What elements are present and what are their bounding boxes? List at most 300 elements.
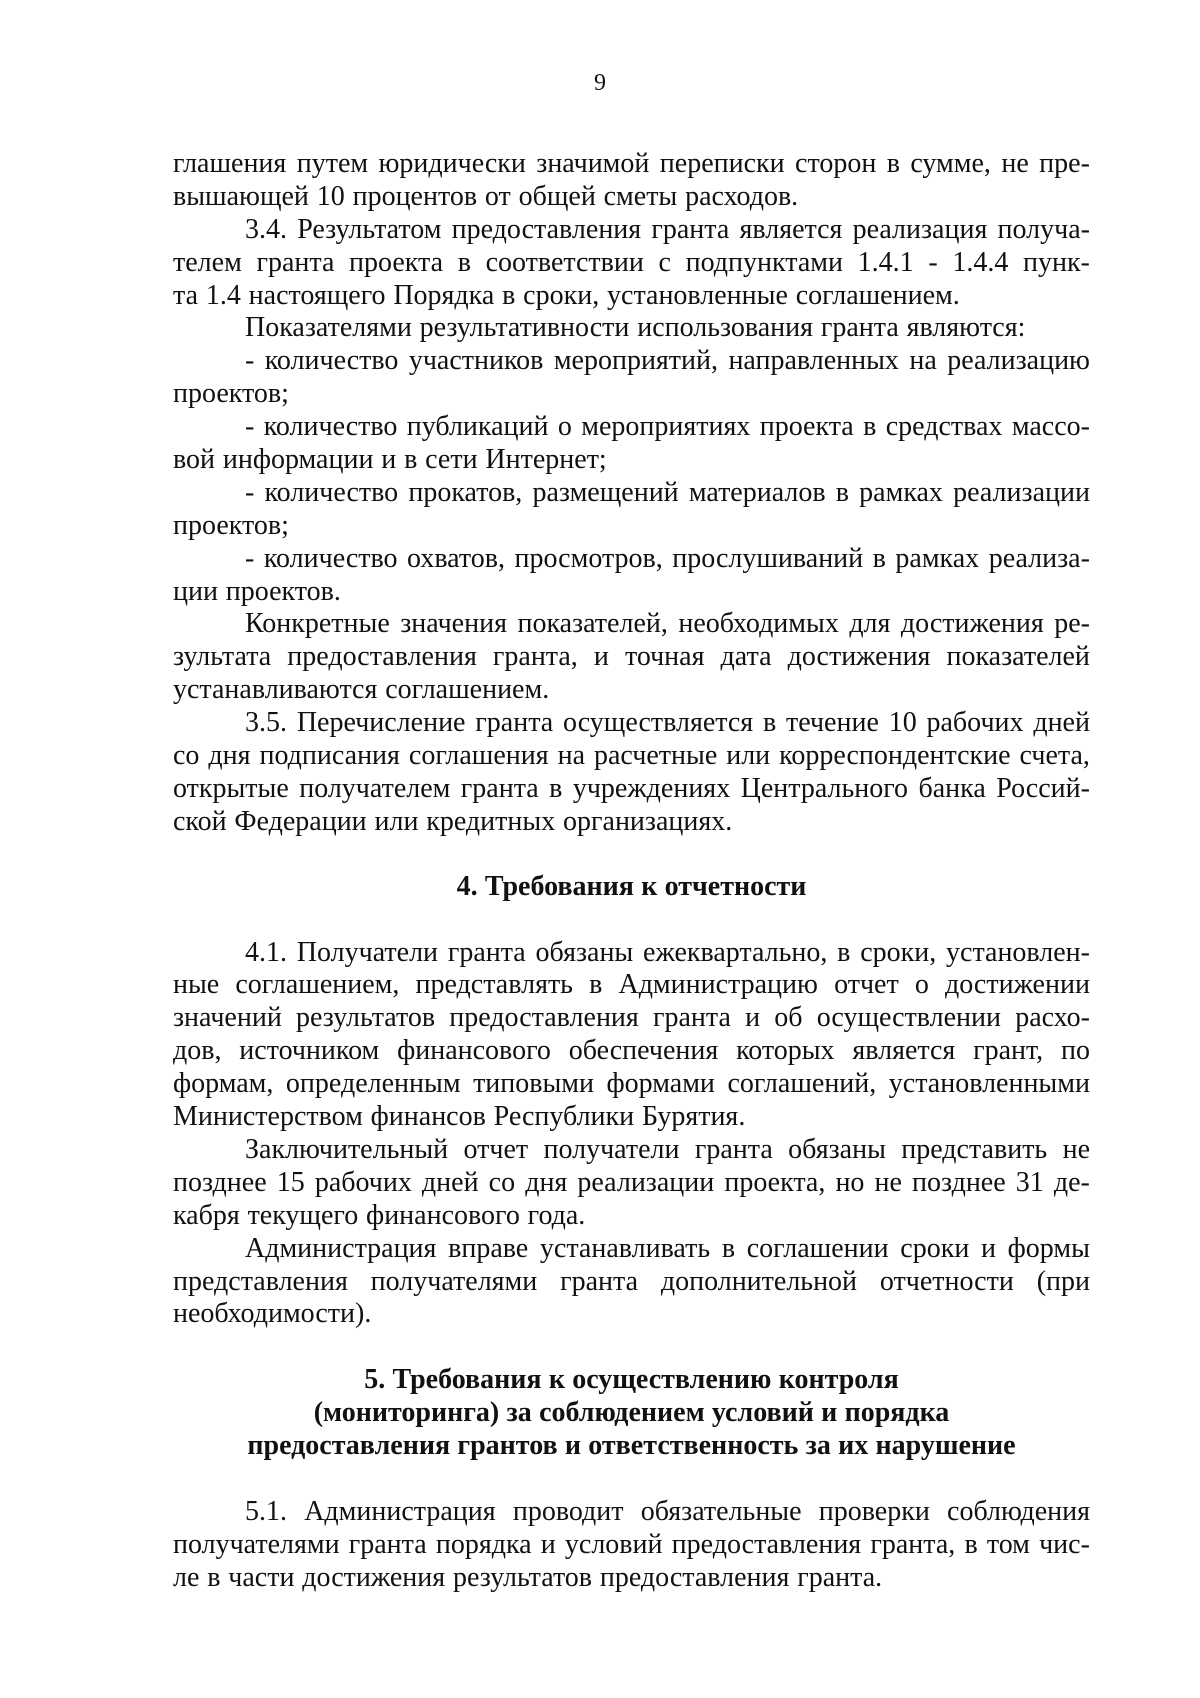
word: грант, [973, 1035, 1044, 1067]
word: года. [527, 1199, 586, 1231]
word: гранта, [492, 641, 578, 673]
word: ской [173, 805, 227, 837]
section-5-heading [173, 1364, 1090, 1463]
word: в [404, 444, 418, 476]
word: гранта [447, 936, 526, 968]
word: достижения [302, 1561, 446, 1593]
word: получатели [543, 1133, 680, 1165]
heading-line [173, 871, 1090, 904]
text-line [173, 1298, 1090, 1331]
word: является [739, 213, 843, 245]
text-line [173, 806, 1090, 839]
word: типовыми [473, 1068, 595, 1100]
text-line [173, 181, 1090, 214]
word: предоставления [449, 1002, 639, 1034]
word: прослушиваний [672, 542, 864, 574]
text-line [173, 740, 1090, 773]
word: представлять [415, 969, 573, 1001]
word: 4.1. [245, 936, 287, 968]
word: обязаны [788, 1133, 886, 1165]
word: гранта [256, 246, 335, 278]
word: юридически [378, 148, 526, 179]
word: установленные [607, 279, 788, 311]
word: реализации [953, 476, 1090, 508]
text-line [173, 937, 1090, 970]
paragraph [173, 312, 1090, 345]
text-line [173, 1002, 1090, 1035]
word: обеспечения [568, 1035, 719, 1067]
text-line [173, 641, 1090, 674]
word: на [909, 345, 937, 377]
text-line [173, 1167, 1090, 1200]
word: информации [222, 444, 374, 476]
word: 1.4 [205, 279, 241, 311]
word: и [593, 641, 609, 673]
word: расходов. [685, 180, 799, 212]
text-line [173, 1101, 1090, 1134]
word: в [589, 969, 603, 1001]
word: количество [264, 476, 399, 508]
word: счета, [1019, 740, 1090, 772]
word: не [1001, 148, 1029, 179]
document-body [173, 148, 1090, 1595]
word: проектов. [225, 575, 341, 607]
word: корреспондентские [779, 740, 1011, 772]
word: вой [173, 444, 216, 476]
text-line [173, 280, 1090, 313]
word: гранта [460, 772, 539, 804]
word: рамках [859, 476, 943, 508]
word: сметы [603, 180, 678, 212]
word: значимой [536, 148, 650, 179]
word: зультата [173, 641, 272, 673]
spacer [173, 839, 1090, 871]
word: гранта [475, 707, 554, 739]
word: устанавливаются [173, 674, 378, 706]
word: условий [564, 1528, 663, 1560]
word: дополнительной [660, 1265, 858, 1297]
word: в [886, 148, 900, 179]
text-line [173, 214, 1090, 247]
word: охватов, [407, 542, 505, 574]
word: сумме, [910, 148, 991, 179]
word: процентов [352, 180, 478, 212]
word: Показателями [245, 312, 412, 344]
word: предоставления [451, 213, 642, 245]
word: значений [173, 1002, 282, 1034]
word: количество [264, 345, 399, 377]
word: о [557, 411, 572, 443]
word: гранта [652, 1002, 731, 1034]
spacer [173, 904, 1090, 937]
word: соглашением. [795, 279, 960, 311]
word: но [835, 1166, 865, 1198]
word: проверки [818, 1495, 930, 1527]
word: вышающей [173, 180, 309, 212]
word: дней [1033, 707, 1090, 739]
heading-line [173, 1430, 1090, 1463]
word: в [837, 936, 851, 968]
paragraph [173, 1134, 1090, 1233]
text-line [173, 477, 1090, 510]
word: гранта [694, 1133, 773, 1165]
text-line [173, 1562, 1090, 1595]
word: учреждениях [572, 772, 731, 804]
word: подписания [259, 740, 400, 772]
word: - [928, 246, 938, 278]
word: Администрация [245, 1232, 437, 1264]
word: финансов [370, 1101, 486, 1133]
word: об [774, 1002, 803, 1034]
word: (при [1036, 1265, 1090, 1297]
word: расхо- [1015, 1002, 1090, 1034]
text-line [173, 312, 1090, 345]
word: средствах [885, 411, 1003, 443]
word: результатов [296, 1002, 436, 1034]
word: вправе [448, 1232, 529, 1264]
word: размещений [532, 476, 679, 508]
word: достижения [787, 641, 931, 673]
word: глашения [173, 148, 287, 179]
word: Интернет; [485, 444, 607, 476]
word: проектов; [173, 509, 289, 541]
word: подпунктами [685, 246, 843, 278]
paragraph [173, 707, 1090, 839]
word: необходимости). [173, 1298, 372, 1330]
word: Бурятия. [641, 1101, 746, 1133]
word: 31 [1015, 1166, 1044, 1198]
word: материалов [688, 476, 826, 508]
word: ции [173, 575, 218, 607]
word: гранта, [870, 1528, 956, 1560]
word: реализацию [947, 345, 1090, 377]
word: позднее [173, 1166, 267, 1198]
text-line [173, 707, 1090, 740]
word: дня [208, 740, 251, 772]
word: проекта, [724, 1166, 826, 1198]
paragraph [173, 345, 1090, 411]
word: нарушение [875, 1430, 1016, 1462]
word: соглашением, [235, 969, 400, 1001]
word: 3.5. [245, 707, 287, 739]
word: де- [1053, 1166, 1090, 1198]
word: предоставления [287, 641, 477, 673]
word: сети [425, 444, 478, 476]
word: гранта [651, 213, 730, 245]
paragraph [173, 477, 1090, 543]
word: реализации [577, 1166, 715, 1198]
word: отчет [834, 969, 899, 1001]
paragraph [173, 411, 1090, 477]
word: сроки, [523, 279, 600, 311]
word: соглашений, [727, 1068, 877, 1100]
word: сроки [900, 1232, 970, 1264]
word: в [457, 246, 471, 278]
word: Министерством [173, 1101, 363, 1133]
word: их [838, 1430, 869, 1462]
text-line [173, 1134, 1090, 1167]
word: телем [173, 246, 242, 278]
word: гранта [560, 1265, 639, 1297]
word: осуществлению [572, 1364, 772, 1396]
word: Конкретные [245, 608, 390, 640]
word: обязательные [640, 1495, 802, 1527]
word: том [986, 1528, 1030, 1560]
word: дов, [173, 1035, 222, 1067]
spacer [173, 1463, 1090, 1496]
paragraph [173, 543, 1090, 609]
word: Требования [392, 1364, 542, 1396]
text-line [173, 510, 1090, 543]
word: позднее [912, 1166, 1006, 1198]
word: определенным [285, 1068, 461, 1100]
word: Центрального [740, 772, 909, 804]
text-line [173, 674, 1090, 707]
word: представить [901, 1133, 1048, 1165]
word: сторон [795, 148, 877, 179]
word: в [835, 476, 849, 508]
word: в [762, 707, 777, 739]
word: и [381, 444, 397, 476]
word: 10 [316, 180, 345, 212]
word: отчет [463, 1133, 529, 1165]
word: значения [400, 608, 507, 640]
paragraph [173, 1496, 1090, 1595]
word: осуществляется [563, 707, 754, 739]
word: отчетности [664, 870, 807, 902]
word: о [914, 969, 929, 1001]
word: переписки [659, 148, 785, 179]
word: 3.4. [245, 213, 287, 245]
word: чис- [1039, 1528, 1090, 1560]
word: (мониторинга) [313, 1397, 500, 1429]
text-line [173, 345, 1090, 378]
word: 15 [276, 1166, 305, 1198]
paragraph [173, 214, 1090, 313]
word: та [173, 279, 199, 311]
word: показателей, [517, 608, 668, 640]
word: сроки, [860, 936, 937, 968]
word: настоящего [248, 279, 386, 311]
word: реализация [852, 213, 988, 245]
text-line [173, 969, 1090, 1002]
word: 5.1. [245, 1495, 287, 1527]
paragraph [173, 937, 1090, 1134]
word: Россий- [996, 772, 1090, 804]
text-line [173, 1200, 1090, 1233]
word: гранта [348, 1528, 427, 1560]
word: устанавливать [539, 1232, 711, 1264]
word: со [173, 740, 200, 772]
word: за [506, 1397, 532, 1429]
section-4-heading [173, 871, 1090, 904]
word: ответственность [588, 1430, 799, 1462]
word: установленными [888, 1068, 1090, 1100]
word: Администрация [304, 1495, 496, 1527]
word: - [245, 411, 255, 443]
spacer [173, 1331, 1090, 1364]
word: банка [918, 772, 986, 804]
text-line [173, 148, 1090, 181]
word: гранта [820, 312, 899, 344]
word: формы [1007, 1232, 1090, 1264]
word: и [821, 1397, 838, 1429]
heading-line [173, 1364, 1090, 1397]
word: порядка [435, 1528, 532, 1560]
word: течение [786, 707, 879, 739]
word: 10 [888, 707, 917, 739]
word: ные [173, 969, 220, 1001]
text-line [173, 1266, 1090, 1299]
word: просмотров, [514, 542, 663, 574]
word: Республики [493, 1101, 635, 1133]
text-line [173, 1496, 1090, 1529]
word: путем [296, 148, 369, 179]
word: не [874, 1166, 902, 1198]
word: Федерации [234, 805, 367, 837]
word: общей [518, 180, 596, 212]
word: реализа- [988, 542, 1090, 574]
word: и [564, 1430, 582, 1462]
word: грантов [457, 1430, 558, 1462]
word: - [245, 345, 255, 377]
word: проекта [759, 411, 854, 443]
word: мероприятиях [581, 411, 751, 443]
word: и [980, 1232, 996, 1264]
word: предоставления [247, 1430, 451, 1462]
word: которых [736, 1035, 835, 1067]
page-number: 9 [594, 70, 606, 96]
word: осуществлении [816, 1002, 1001, 1034]
word: соответствии [485, 246, 644, 278]
word: получа- [997, 213, 1090, 245]
word: в [549, 772, 563, 804]
word: является [852, 1035, 956, 1067]
text-line [173, 543, 1090, 576]
word: проектов; [173, 378, 289, 410]
word: соглашении [746, 1232, 889, 1264]
word: публикаций [406, 411, 549, 443]
text-line [173, 247, 1090, 280]
word: порядка [844, 1397, 950, 1429]
word: Порядка [393, 279, 495, 311]
word: использования [637, 312, 814, 344]
word: предоставления [599, 1561, 790, 1593]
text-line [173, 444, 1090, 477]
text-line [173, 773, 1090, 806]
word: источником [239, 1035, 380, 1067]
text-line [173, 1068, 1090, 1101]
text-line [173, 378, 1090, 411]
word: соглашением. [385, 674, 550, 706]
word: и [540, 1528, 556, 1560]
paragraph [173, 1233, 1090, 1332]
word: в [502, 279, 516, 311]
word: 4. [456, 870, 478, 902]
paragraph [173, 608, 1090, 707]
word: или [726, 740, 771, 772]
word: или [374, 805, 419, 837]
word: в [207, 1561, 221, 1593]
word: Результатом [297, 213, 442, 245]
word: рабочих [314, 1166, 412, 1198]
word: результативности [419, 312, 630, 344]
word: участников [408, 345, 544, 377]
word: дня [525, 1166, 568, 1198]
word: необходимых [678, 608, 839, 640]
word: количество [263, 411, 398, 443]
word: организациях. [563, 805, 733, 837]
word: направленных [728, 345, 899, 377]
word: в [863, 411, 877, 443]
word: дней [421, 1166, 479, 1198]
word: с [658, 246, 671, 278]
word: показателей [946, 641, 1090, 673]
word: расчетные [593, 740, 718, 772]
word: получателем [299, 772, 451, 804]
word: соблюдения [947, 1495, 1090, 1527]
word: гранта. [797, 1561, 883, 1593]
word: в [872, 542, 886, 574]
word: ле [173, 1561, 200, 1593]
word: открытые [173, 772, 289, 804]
word: для [849, 608, 891, 640]
text-line [173, 608, 1090, 641]
word: в [964, 1528, 978, 1560]
word: предоставления [671, 1528, 862, 1560]
word: пре- [1039, 148, 1090, 179]
word: достижения [900, 608, 1044, 640]
word: соглашения [408, 740, 549, 772]
word: на [557, 740, 586, 772]
word: и [745, 1002, 761, 1034]
word: являются: [906, 312, 1026, 344]
word: условий [711, 1397, 814, 1429]
word: части [228, 1561, 295, 1593]
word: рамках [895, 542, 980, 574]
word: проекта [349, 246, 444, 278]
word: получателями [173, 1528, 340, 1560]
word: по [1060, 1035, 1090, 1067]
word: количество [263, 542, 398, 574]
word: ежеквартально, [643, 936, 828, 968]
word: - [245, 476, 255, 508]
word: финансового [366, 1199, 520, 1231]
word: Перечисление [296, 707, 466, 739]
word: со [488, 1166, 516, 1198]
word: 5. [364, 1364, 386, 1396]
word: от [484, 180, 511, 212]
word: к [641, 870, 658, 902]
word: массо- [1011, 411, 1090, 443]
word: формам, [173, 1068, 274, 1100]
heading-line [173, 1397, 1090, 1430]
text-line [173, 411, 1090, 444]
word: Получатели [296, 936, 439, 968]
word: к [548, 1364, 565, 1396]
word: 1.4.1 [857, 246, 914, 278]
word: получателями [370, 1265, 538, 1297]
word: достижении [944, 969, 1090, 1001]
word: установлен- [946, 936, 1090, 968]
word: дата [720, 641, 772, 673]
word: 1.4.4 [952, 246, 1009, 278]
text-line [173, 1529, 1090, 1562]
word: Заключительный [245, 1133, 449, 1165]
word: кредитных [426, 805, 556, 837]
word: формами [606, 1068, 715, 1100]
word: обязаны [535, 936, 634, 968]
